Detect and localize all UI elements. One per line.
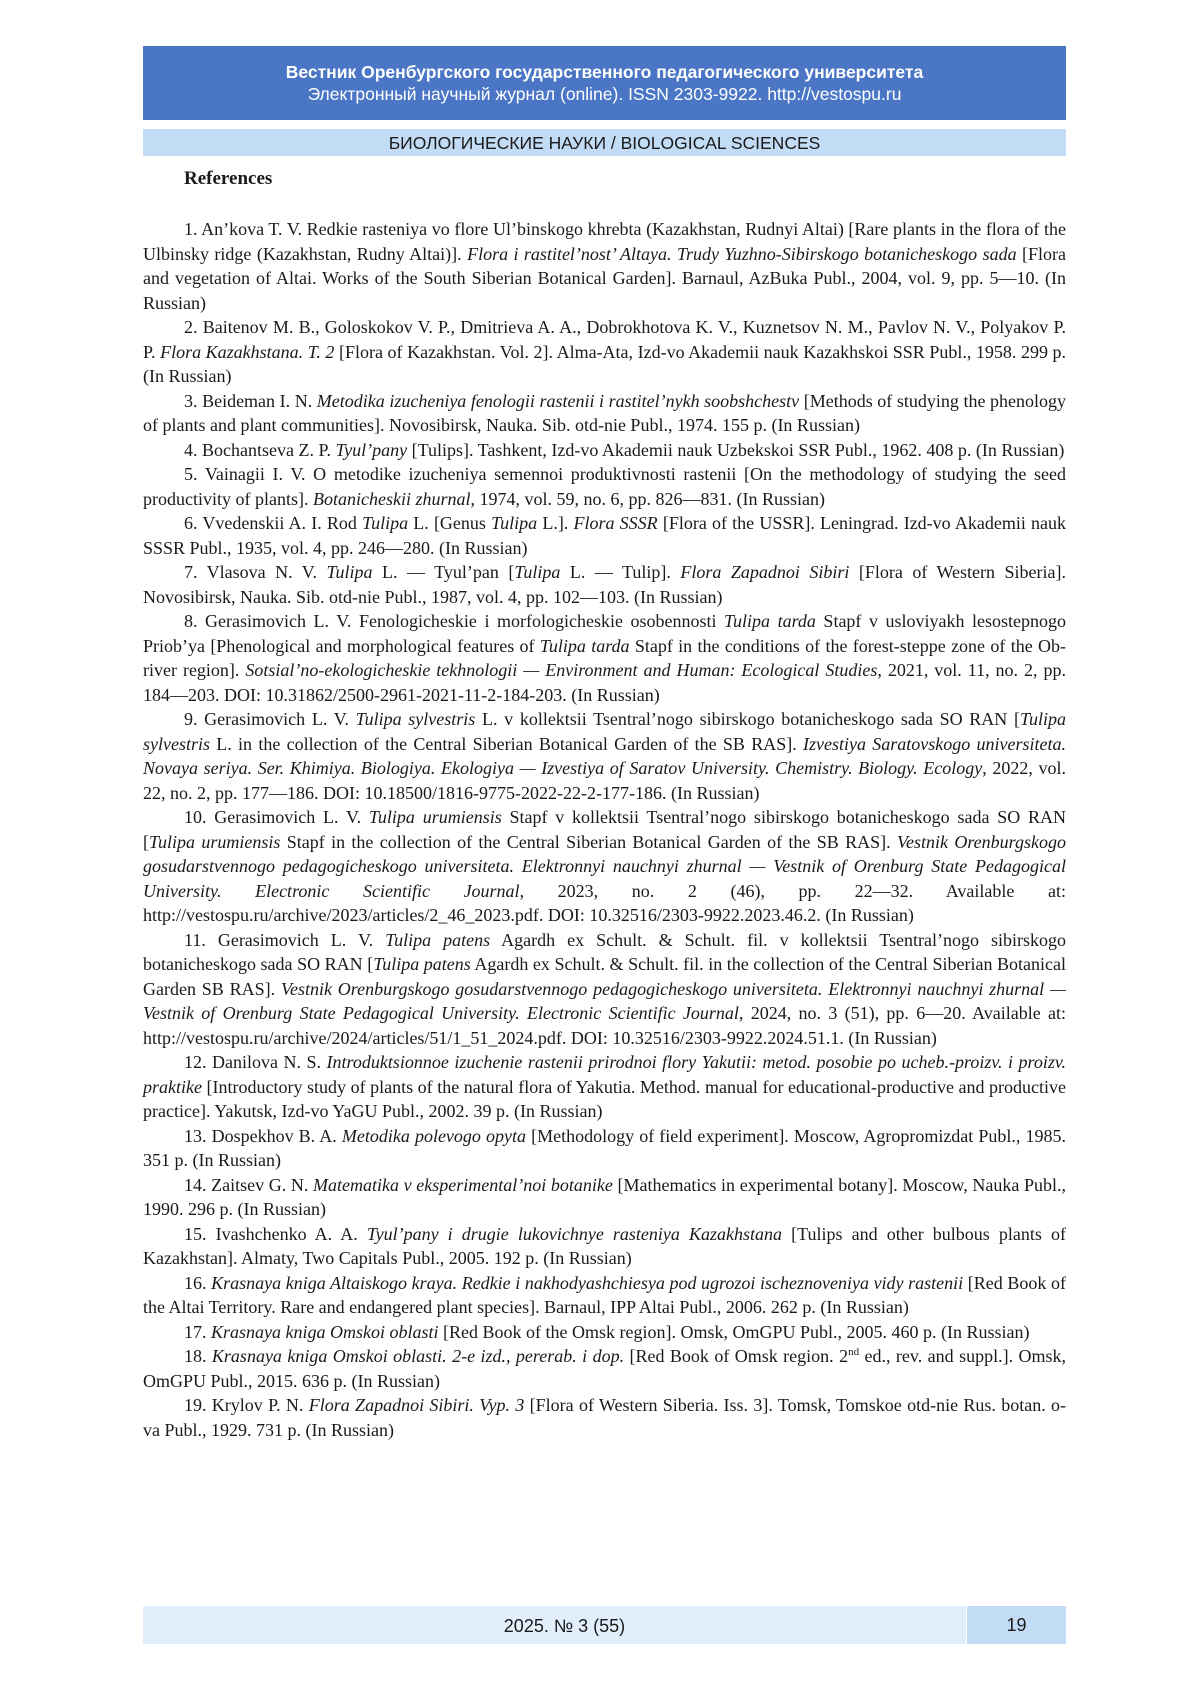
reference-text: nd xyxy=(848,1346,860,1358)
reference-title: Introduktsionnoe izuchenie rastenii prirodnoi flory Yakutii: metod. posobie po ucheb.-proizv. i proizv. praktike xyxy=(143,1052,1066,1097)
reference-title: Tyul’pany i drugie lukovichnye rasteniya Kazakhstana xyxy=(366,1223,783,1244)
reference-text: 9. Gerasimovich L. V. xyxy=(184,709,356,729)
reference-item xyxy=(143,805,1066,928)
reference-item xyxy=(143,1344,1066,1393)
reference-item xyxy=(143,1173,1066,1222)
reference-text: L. — Tulip]. xyxy=(560,562,681,582)
reference-text: [Methodology of field experiment]. Moscow, Agropromizdat Publ., 1985. 351 p. (In Russian) xyxy=(143,1125,1066,1170)
references-heading: References xyxy=(184,168,273,189)
reference-item xyxy=(143,1393,1066,1442)
reference-text: [Flora and vegetation of Altai. Works of the South Siberian Botanical Garden]. Barnaul, AzBuka Publ., 2004, vol. 9, pp. 5—10. (In Russian) xyxy=(143,243,1066,313)
reference-title: Botanicheskii zhurnal xyxy=(312,488,471,509)
reference-title: Tulipa xyxy=(326,562,373,582)
reference-title: Tulipa patens xyxy=(373,954,471,974)
reference-item xyxy=(143,1050,1066,1124)
reference-item xyxy=(143,707,1066,805)
reference-text: L. in the collection of the Central Siberian Botanical Garden of the SB RAS]. xyxy=(210,733,803,754)
reference-text: 6. Vvedenskii A. I. Rod xyxy=(184,513,363,533)
reference-title: Izvestiya Saratovskogo universiteta. Novaya seriya. Ser. Khimiya. Biologiya. Ekologiya — Izvestiya of Saratov University. Chemistry. Biology. Ecology xyxy=(143,733,1066,778)
reference-text: 1. An’kova T. V. Redkie rasteniya vo flore Ul’binskogo khrebta (Kazakhstan, Rudnyi Altai) [Rare plants in the flora of the Ulbinsky ridge (Kazakhstan, Rudny Altai)]. xyxy=(143,219,1066,264)
reference-text: [Flora of the USSR]. Leningrad. Izd-vo Akademii nauk SSSR Publ., 1935, vol. 4, pp. 246—280. (In Russian) xyxy=(143,513,1067,558)
journal-header xyxy=(143,46,1066,120)
reference-text: Agardh ex Schult. & Schult. fil. v kollektsii Tsentral’nogo sibirskogo botanicheskogo sada SO RAN [ xyxy=(143,929,1066,974)
reference-title: Tulipa patens xyxy=(385,929,491,950)
reference-text: 13. Dospekhov B. A. xyxy=(184,1125,342,1146)
references-list xyxy=(143,217,1066,1442)
reference-item xyxy=(143,1124,1066,1173)
reference-text: , 2021, vol. 11, no. 2, pp. 184—203. DOI: 10.31862/2500-2961-2021-11-2-184-203. (In Russian) xyxy=(143,660,1066,705)
reference-item xyxy=(143,1320,1066,1345)
reference-text: [Flora of Western Siberia. Iss. 3]. Tomsk, Tomskoe otd-nie Rus. botan. o-va Publ., 1929. 731 p. (In Russian) xyxy=(143,1395,1067,1440)
reference-title: Krasnaya kniga Omskoi oblasti xyxy=(211,1321,439,1342)
reference-title: Matematika v eksperimental’noi botanike xyxy=(313,1174,613,1195)
reference-text: 14. Zaitsev G. N. xyxy=(184,1174,314,1195)
section-title: БИОЛОГИЧЕСКИЕ НАУКИ / BIOLOGICAL SCIENCES xyxy=(143,129,1066,156)
reference-title: Krasnaya kniga Omskoi oblasti. 2-e izd., pererab. i dop. xyxy=(211,1346,625,1366)
reference-text: , 1974, vol. 59, no. 6, pp. 826—831. (In Russian) xyxy=(470,488,825,509)
reference-title: Flora Kazakhstana. T. 2 xyxy=(160,341,335,362)
reference-text: Stapf in the collection of the Central Siberian Botanical Garden of the SB RAS]. xyxy=(280,831,897,852)
reference-title: Tulipa xyxy=(514,562,561,582)
reference-text: Stapf in the conditions of the forest-steppe zone of the Ob-river region]. xyxy=(143,635,1066,680)
reference-text: L. v kollektsii Tsentral’nogo sibirskogo botanicheskogo sada SO RAN [ xyxy=(475,709,1020,729)
reference-title: Vestnik Orenburgskogo gosudarstvennogo pedagogicheskogo universiteta. Elektronnyi nauchnyi zhurnal — Vestnik of Orenburg State Pedagogical University. Electronic Scientific Journal xyxy=(143,978,1066,1023)
reference-text: [Red Book of Omsk region. 2 xyxy=(624,1346,849,1366)
reference-text: [Red Book of the Altai Territory. Rare and endangered plant species]. Barnaul, IPP Altai Publ., 2006. 262 p. (In Russian) xyxy=(143,1272,1066,1317)
issue-number: 2025. № 3 (55) xyxy=(143,1606,966,1644)
reference-title: Flora Zapadnoi Sibiri. Vyp. 3 xyxy=(308,1395,525,1415)
reference-text: , 2024, no. 3 (51), pp. 6—20. Available at: http://vestospu.ru/archive/2024/articles/51/1_51_2024.pdf. DOI: 10.32516/2303-9922.2024.51.1. (In Russian) xyxy=(143,1003,1066,1048)
reference-text: 11. Gerasimovich L. V. xyxy=(184,929,386,950)
reference-text: [Introductory study of plants of the natural flora of Yakutia. Method. manual for educational-productive and productive practice]. Yakutsk, Izd-vo YaGU Publ., 2002. 39 p. (In Russian) xyxy=(143,1076,1066,1121)
reference-item xyxy=(143,438,1066,463)
reference-title: Metodika polevogo opyta xyxy=(341,1125,527,1146)
reference-item xyxy=(143,560,1066,609)
reference-text: , 2023, no. 2 (46), pp. 22—32. Available at: http://vestospu.ru/archive/2023/articles/2_46_2023.pdf. DOI: 10.32516/2303-9922.2023.46.2. (In Russian) xyxy=(143,880,1066,925)
reference-text: 4. Bochantseva Z. P. xyxy=(184,439,336,460)
reference-item xyxy=(143,462,1066,511)
reference-item xyxy=(143,315,1066,389)
reference-item xyxy=(143,389,1066,438)
reference-item xyxy=(143,928,1066,1051)
reference-text: 10. Gerasimovich L. V. xyxy=(184,807,369,827)
reference-text: 15. Ivashchenko A. A. xyxy=(184,1223,367,1244)
reference-title: Metodika izucheniya fenologii rastenii i rastitel’nykh soobshchestv xyxy=(316,390,800,411)
reference-title: Tulipa xyxy=(362,513,409,533)
reference-title: Flora i rastitel’nost’ Altaya. Trudy Yuzhno-Sibirskogo botanicheskogo sada xyxy=(467,243,1017,264)
reference-title: Tulipa tarda xyxy=(724,611,816,631)
reference-text: Agardh ex Schult. & Schult. fil. in the collection of the Central Siberian Botanical Garden SB RAS]. xyxy=(143,954,1067,999)
reference-text: 17. xyxy=(184,1321,211,1342)
page-number: 19 xyxy=(967,1606,1066,1644)
reference-item xyxy=(143,1271,1066,1320)
journal-subtitle: Электронный научный журнал (online). ISSN 2303-9922. http://vestospu.ru xyxy=(307,84,902,104)
reference-text: , 2022, vol. 22, no. 2, pp. 177—186. DOI: 10.18500/1816-9775-2022-22-2-177-186. (In Russian) xyxy=(143,758,1066,803)
reference-text: [Tulips and other bulbous plants of Kazakhstan]. Almaty, Two Capitals Publ., 2005. 192 p. (In Russian) xyxy=(143,1223,1066,1268)
reference-title: Tyul’pany xyxy=(335,439,408,460)
reference-text: 8. Gerasimovich L. V. Fenologicheskie i morfologicheskie osobennosti xyxy=(184,611,725,631)
reference-title: Vestnik Orenburgskogo gosudarstvennogo pedagogicheskogo universiteta. Elektronnyi nauchnyi zhurnal — Vestnik of Orenburg State Pedagogical University. Electronic Scientific Journal xyxy=(143,831,1066,901)
reference-title: Flora Zapadnoi Sibiri xyxy=(680,562,850,582)
reference-text: ed., rev. and suppl.]. Omsk, OmGPU Publ., 2015. 636 p. (In Russian) xyxy=(143,1346,1066,1391)
reference-title: Tulipa urumiensis xyxy=(368,807,502,827)
reference-item xyxy=(143,1222,1066,1271)
reference-title: Tulipa urumiensis xyxy=(149,831,281,852)
reference-text: 12. Danilova N. S. xyxy=(184,1052,327,1072)
reference-title: Krasnaya kniga Altaiskogo kraya. Redkie i nakhodyashchiesya pod ugrozoi ischeznoveniya vidy rastenii xyxy=(211,1272,964,1293)
reference-text: [Mathematics in experimental botany]. Moscow, Nauka Publ., 1990. 296 p. (In Russian) xyxy=(143,1174,1066,1219)
reference-title: Sotsial’no-ekologicheskie tekhnologii — Environment and Human: Ecological Studies xyxy=(245,660,878,680)
reference-title: Tulipa tarda xyxy=(539,635,630,656)
reference-text: 18. xyxy=(184,1346,212,1366)
reference-text: 3. Beideman I. N. xyxy=(184,390,317,411)
reference-text: 7. Vlasova N. V. xyxy=(184,562,327,582)
reference-text: [Flora of Kazakhstan. Vol. 2]. Alma-Ata, Izd-vo Akademii nauk Kazakhskoi SSR Publ., 1958. 299 p. (In Russian) xyxy=(143,341,1067,386)
reference-text: Stapf v usloviyakh lesostepnogo Priob’ya [Phenological and morphological features of xyxy=(143,611,1067,656)
reference-text: [Tulips]. Tashkent, Izd-vo Akademii nauk Uzbekskoi SSR Publ., 1962. 408 p. (In Russian) xyxy=(407,439,1065,460)
reference-text: Stapf v kollektsii Tsentral’nogo sibirskogo botanicheskogo sada SO RAN [ xyxy=(143,807,1066,852)
reference-text: [Red Book of the Omsk region]. Omsk, OmGPU Publ., 2005. 460 p. (In Russian) xyxy=(438,1321,1030,1342)
reference-title: Tulipa sylvestris xyxy=(143,709,1066,754)
reference-text: [Methods of studying the phenology of plants and plant communities]. Novosibirsk, Nauka. Sib. otd-nie Publ., 1974. 155 p. (In Russian) xyxy=(143,390,1067,435)
reference-text: L.]. xyxy=(537,513,574,533)
reference-text: 5. Vainagii I. V. O metodike izucheniya semennoi produktivnosti rastenii [On the methodology of studying the seed productivity of plants]. xyxy=(143,464,1066,509)
reference-item xyxy=(143,217,1066,315)
journal-title: Вестник Оренбургского государственного педагогического университета xyxy=(285,62,924,82)
reference-text: [Flora of Western Siberia]. Novosibirsk, Nauka. Sib. otd-nie Publ., 1987, vol. 4, pp. 102—103. (In Russian) xyxy=(143,562,1066,607)
reference-text: L. — Tyul’pan [ xyxy=(372,562,515,582)
reference-title: Flora SSSR xyxy=(573,513,658,533)
reference-text: L. [Genus xyxy=(408,513,492,533)
reference-text: 16. xyxy=(184,1272,212,1293)
reference-text: 19. Krylov P. N. xyxy=(184,1395,309,1415)
reference-text: 2. Baitenov M. B., Goloskokov V. P., Dmitrieva A. A., Dobrokhotova K. V., Kuznetsov N. M., Pavlov N. V., Polyakov P. P. xyxy=(143,317,1066,362)
reference-item xyxy=(143,511,1066,560)
reference-item xyxy=(143,609,1066,707)
reference-title: Tulipa xyxy=(491,513,538,533)
reference-title: Tulipa sylvestris xyxy=(355,709,476,729)
